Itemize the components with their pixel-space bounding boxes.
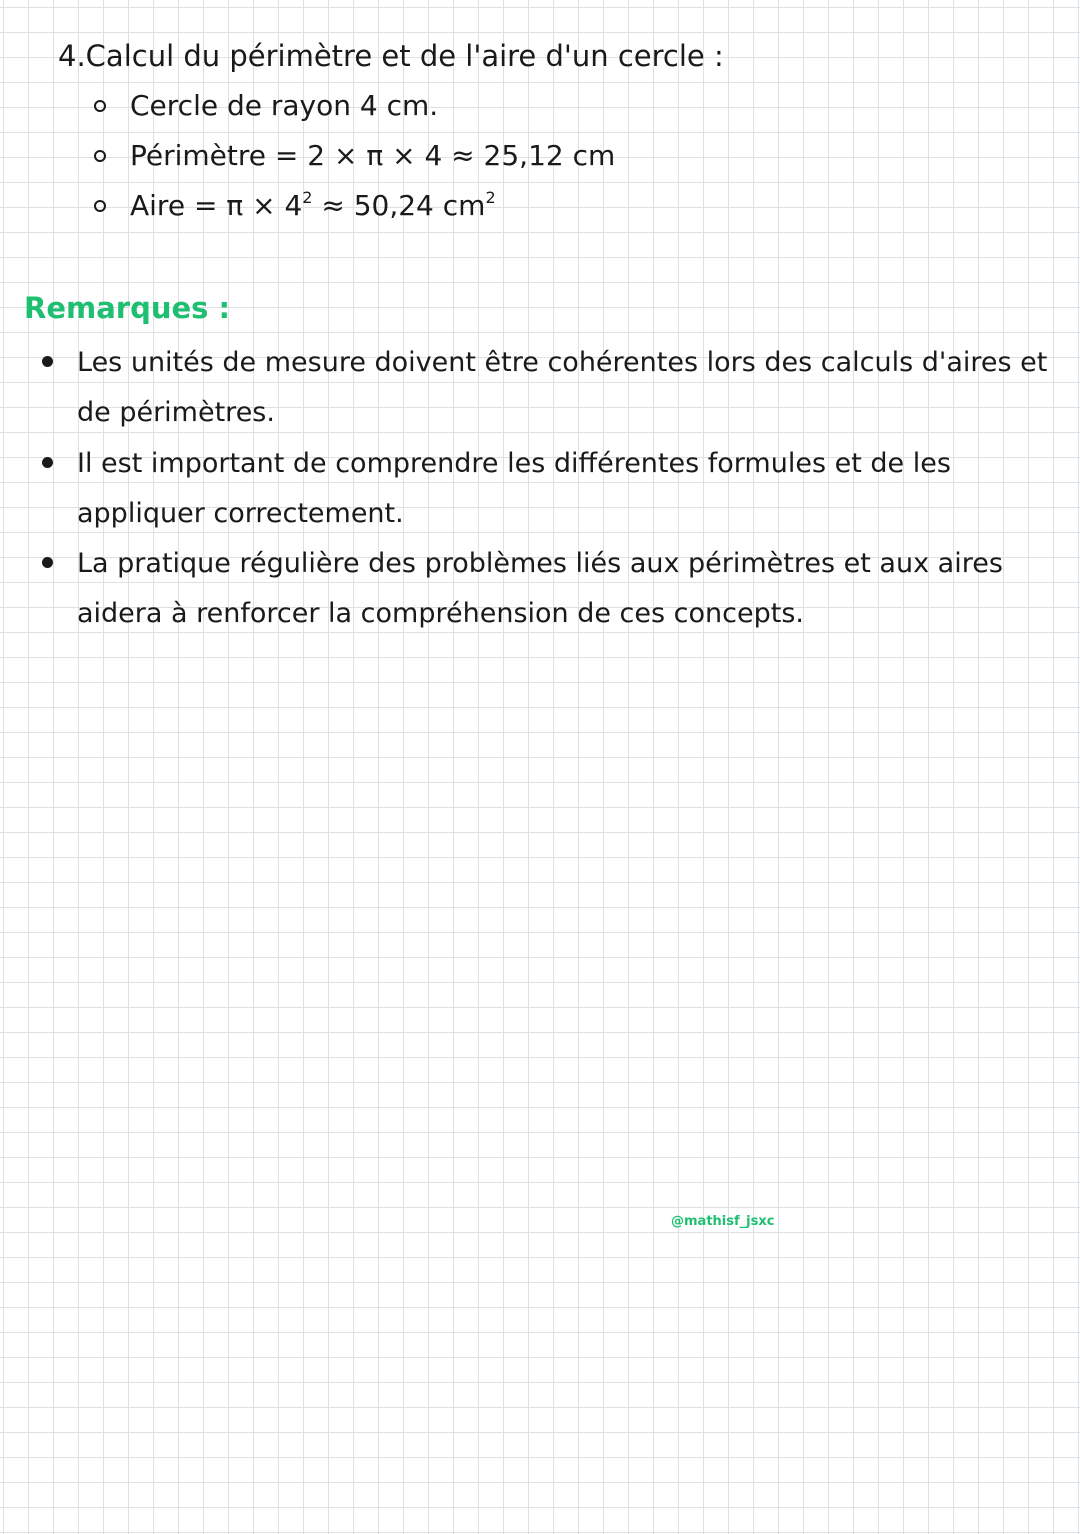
area-unit-exponent: 2 [485,188,496,207]
section-heading: 4.Calcul du périmètre et de l'aire d'un cercle : [58,39,724,73]
list-item-radius [92,86,615,136]
remark-item [40,439,1050,540]
area-exponent: 2 [302,188,313,207]
bullet-icon [42,557,53,568]
bullet-icon [42,457,53,468]
remark-text: Il est important de comprendre les différentes formules et de les appliquer correctement. [77,447,951,529]
hollow-bullet-icon [94,150,106,162]
list-item-perimeter [92,136,615,186]
bullet-icon [42,356,53,367]
remark-text: Les unités de mesure doivent être cohérentes lors des calculs d'aires et de périmètres. [77,347,1048,429]
author-watermark: @mathisf_jsxc [671,1214,775,1229]
remarks-list [40,338,1050,640]
list-item-area [92,186,615,236]
remark-item [40,338,1050,439]
hollow-bullet-icon [94,200,106,212]
remark-text: La pratique régulière des problèmes liés aux périmètres et aux aires aidera à renforcer la compréhension de ces concepts. [77,548,1003,630]
perimeter-text: Périmètre = 2 × π × 4 ≈ 25,12 cm [130,139,616,172]
circle-calculation-list [92,86,615,236]
area-result: ≈ 50,24 cm [312,189,486,222]
hollow-bullet-icon [94,100,106,112]
remark-item [40,539,1050,640]
remarks-title: Remarques : [24,291,231,325]
area-text: Aire = π × 4 [130,189,303,222]
radius-text: Cercle de rayon 4 cm. [130,89,439,122]
